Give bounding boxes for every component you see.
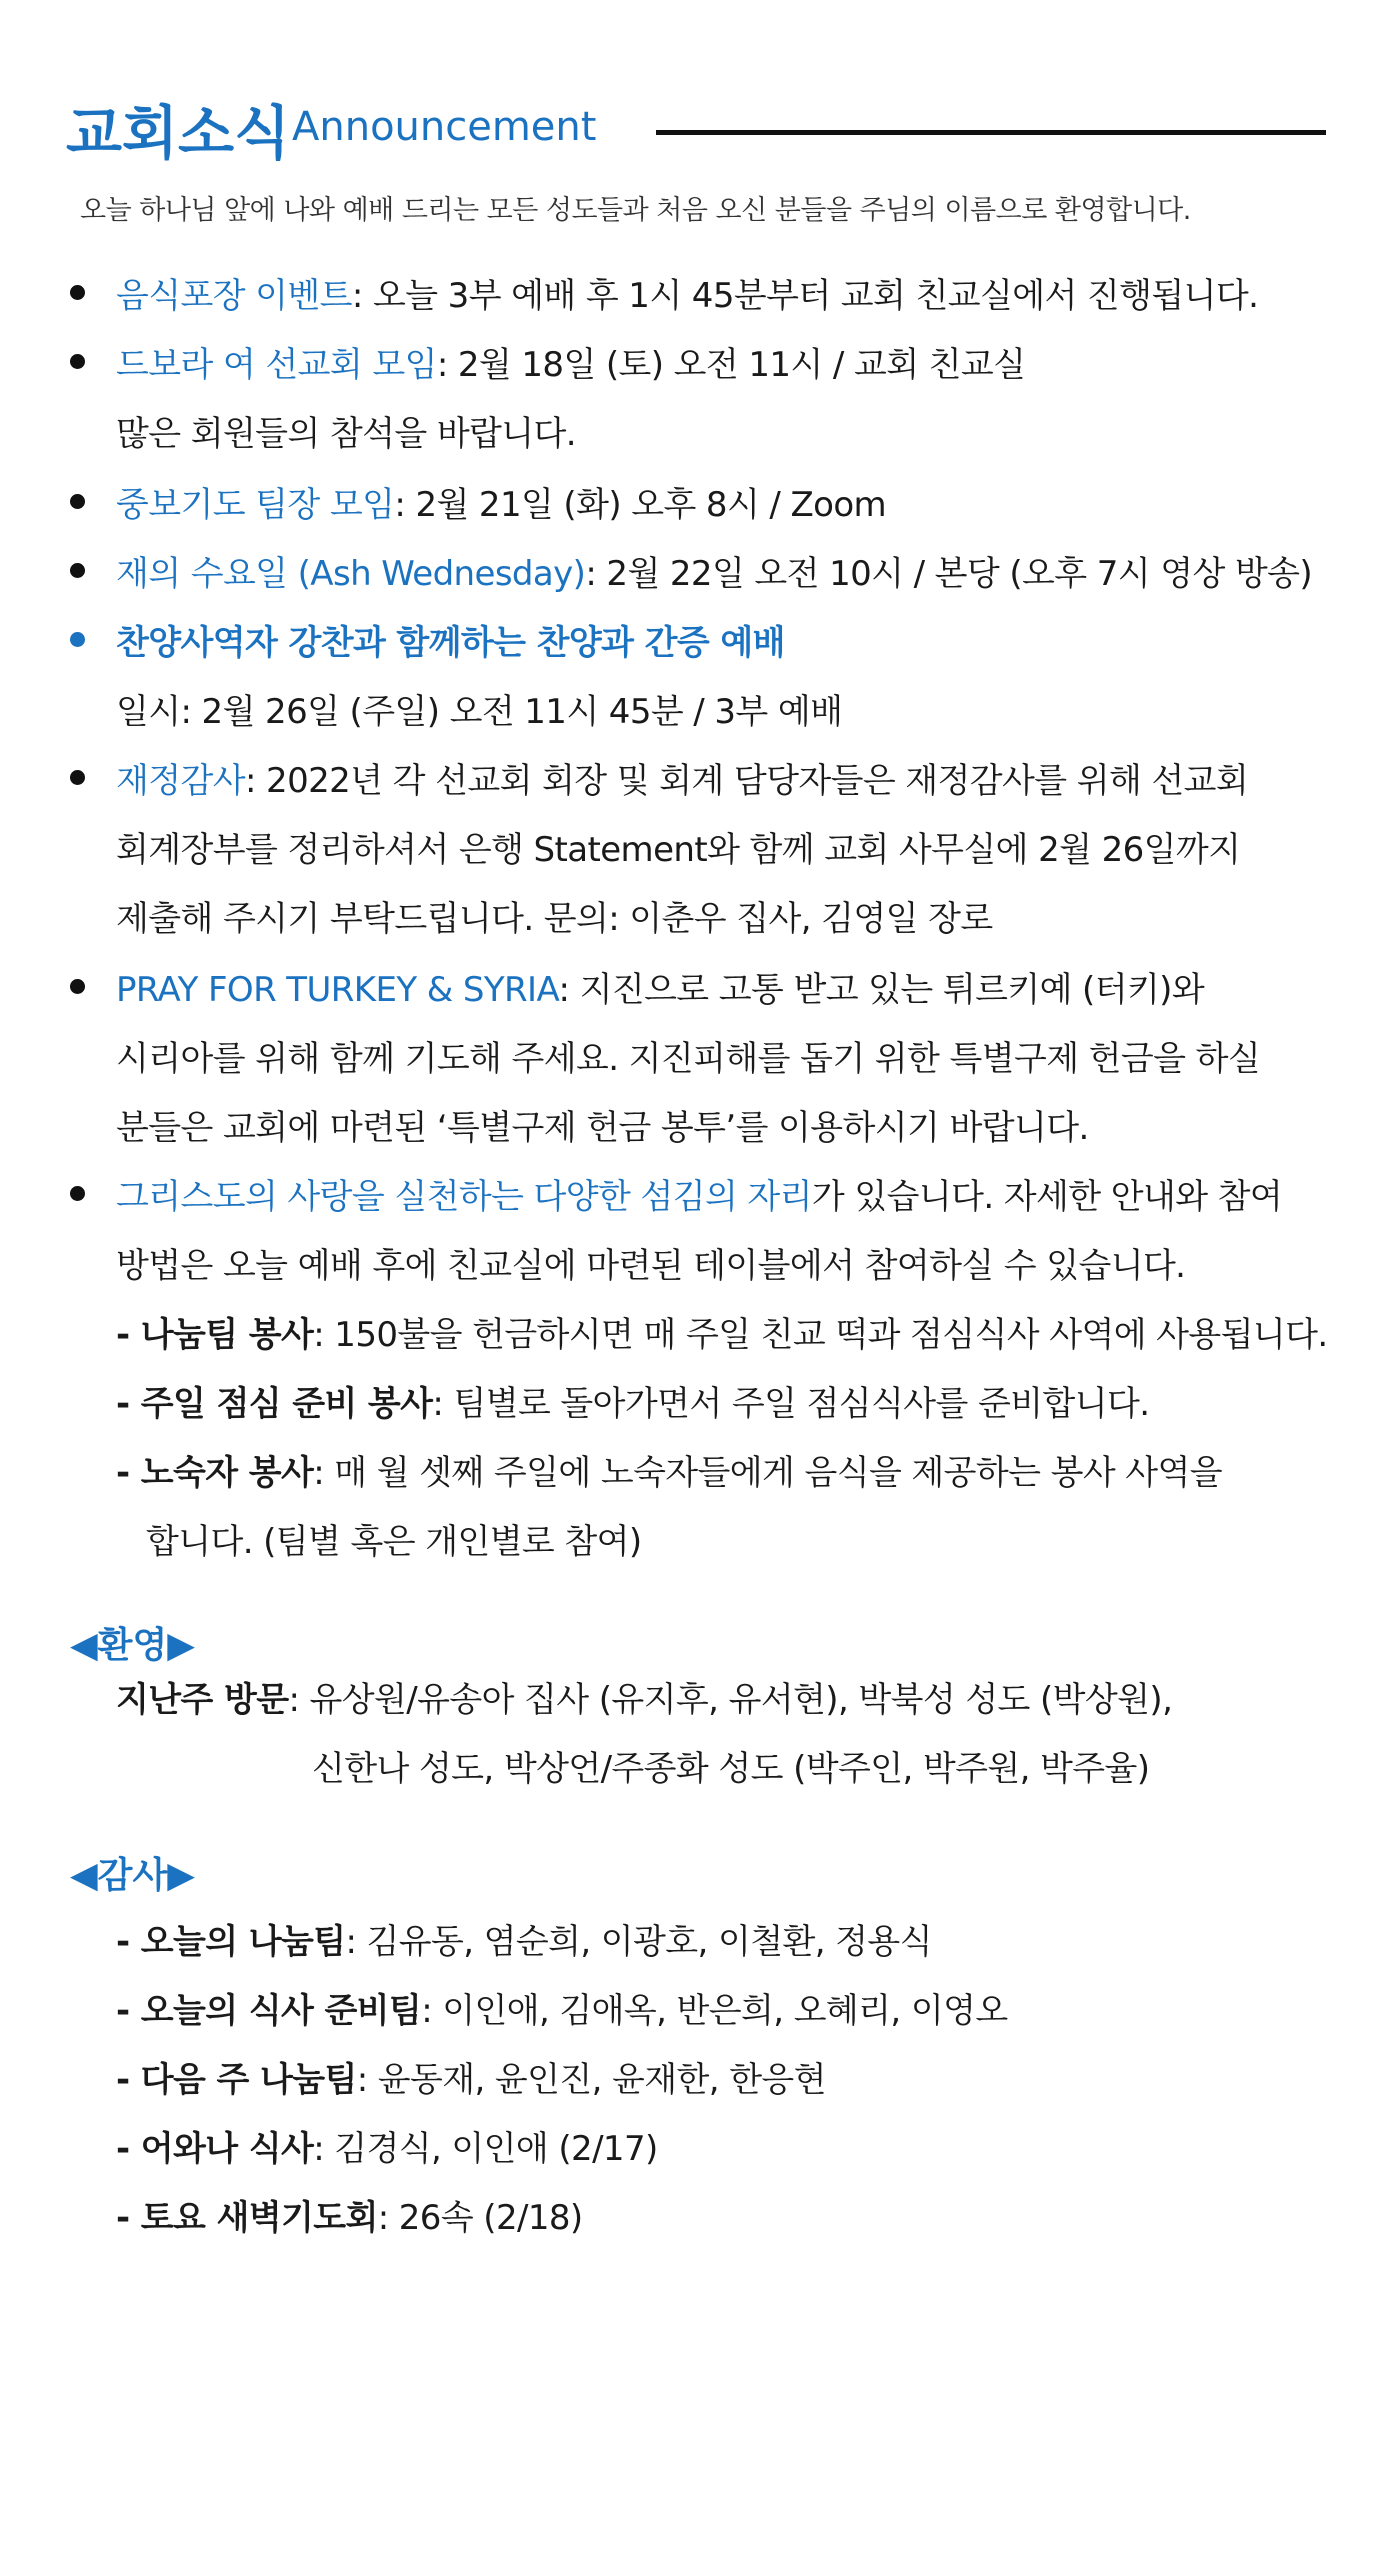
service-sub-homeless [116,1445,1222,1494]
sub-text: : 150불을 헌금하시면 매 주일 친교 떡과 점심식사 사역에 사용됩니다. [313,1315,1328,1355]
item-ash [116,546,1312,595]
thanks-text: : 26속 (2/18) [377,2198,583,2238]
item-audit-line3: 제출해 주시기 부탁드립니다. 문의: 이춘우 집사, 김영일 장로 [116,899,993,939]
item-turkey-line2: 시리아를 위해 함께 기도해 주세요. 지진피해를 돕기 위한 특별구제 헌금을 하실 [116,1039,1261,1079]
item-text: : 2월 18일 (토) 오전 11시 / 교회 친교실 [436,345,1026,385]
item-worship [116,615,785,664]
thanks-text: : 윤동재, 윤인진, 윤재한, 한응현 [356,2060,826,2100]
bullet-dot [70,285,85,300]
thanks-label: - 다음 주 나눔팀 [116,2060,357,2100]
item-audit [116,753,1248,802]
item-text: : 2월 21일 (화) 오후 8시 / Zoom [394,485,887,525]
service-sub-sharing [116,1307,1328,1356]
thanks-label: - 오늘의 식사 준비팀 [116,1991,422,2031]
item-text: : 2022년 각 선교회 회장 및 회계 담당자들은 재정감사를 위해 선교회 [244,761,1249,801]
welcome-label: 지난주 방문 [116,1680,289,1720]
item-prayer [116,477,886,526]
page-title: 교회소식 [66,99,291,167]
item-turkey-line3: 분들은 교회에 마련된 ‘특별구제 헌금 봉투’를 이용하시기 바랍니다. [116,1108,1089,1148]
bullet-dot [70,354,85,369]
item-title: PRAY FOR TURKEY & SYRIA [116,970,559,1010]
item-turkey [116,962,1204,1011]
sub-label: - 나눔팀 봉사 [116,1315,314,1355]
thanks-row [116,2121,658,2170]
header-divider [656,130,1326,135]
item-food [116,268,1258,317]
header [66,86,1326,166]
thanks-text: : 김유동, 염순희, 이광호, 이철환, 정용식 [345,1922,932,1962]
item-title: 드보라 여 선교회 모임 [116,345,437,385]
item-service-line2: 방법은 오늘 예배 후에 친교실에 마련된 테이블에서 참여하실 수 있습니다. [116,1246,1186,1286]
bullet-dot [70,563,85,578]
item-title: 그리스도의 사랑을 실천하는 다양한 섬김의 자리 [116,1177,812,1217]
welcome-visitors [116,1672,1172,1721]
thanks-row [116,1914,932,1963]
item-text: : 지진으로 고통 받고 있는 튀르키예 (터키)와 [558,970,1205,1010]
thanks-row [116,1983,1008,2032]
bullet-dot [70,632,85,647]
page-subtitle: Announcement [292,104,597,150]
sub-label: - 노숙자 봉사 [116,1453,314,1493]
thanks-text: : 이인애, 김애옥, 반은희, 오혜리, 이영오 [421,1991,1008,2031]
bullet-dot [70,979,85,994]
welcome-visitors-line2: 신한나 성도, 박상언/주종화 성도 (박주인, 박주원, 박주율) [312,1749,1150,1789]
bullet-dot [70,1186,85,1201]
thanks-label: - 오늘의 나눔팀 [116,1922,346,1962]
item-text: 가 있습니다. 자세한 안내와 참여 [811,1177,1283,1217]
welcome-text: : 유상원/유송아 집사 (유지후, 유서현), 박북성 성도 (박상원), [288,1680,1173,1720]
item-text: : 오늘 3부 예배 후 1시 45분부터 교회 친교실에서 진행됩니다. [351,276,1259,316]
thanks-text: : 김경식, 이인애 (2/17) [313,2129,658,2169]
thanks-row [116,2190,583,2239]
item-title: 음식포장 이벤트 [116,276,352,316]
thanks-heading: ◀감사▶ [70,1855,195,1896]
intro-text: 오늘 하나님 앞에 나와 예배 드리는 모든 성도들과 처음 오신 분들을 주님의 이름으로 환영합니다. [80,195,1191,226]
item-title: 중보기도 팀장 모임 [116,485,395,525]
item-service [116,1169,1282,1218]
item-audit-line2: 회계장부를 정리하셔서 은행 Statement와 함께 교회 사무실에 2월 26일까지 [116,830,1241,870]
welcome-heading: ◀환영▶ [70,1625,195,1666]
item-deborah-line2: 많은 회원들의 참석을 바랍니다. [116,414,577,454]
sub-text: : 팀별로 돌아가면서 주일 점심식사를 준비합니다. [432,1384,1150,1424]
item-text: : 2월 22일 오전 10시 / 본당 (오후 7시 영상 방송) [585,554,1313,594]
item-title: 재의 수요일 (Ash Wednesday) [116,554,586,594]
bullet-dot [70,494,85,509]
service-sub-lunch [116,1376,1149,1425]
item-title: 재정감사 [116,761,245,801]
thanks-label: - 어와나 식사 [116,2129,314,2169]
thanks-row [116,2052,826,2101]
sub-label: - 주일 점심 준비 봉사 [116,1384,433,1424]
bullet-dot [70,770,85,785]
item-worship-line2: 일시: 2월 26일 (주일) 오전 11시 45분 / 3부 예배 [116,692,843,732]
sub-text: : 매 월 셋째 주일에 노숙자들에게 음식을 제공하는 봉사 사역을 [313,1453,1223,1493]
item-deborah [116,337,1025,386]
thanks-label: - 토요 새벽기도회 [116,2198,378,2238]
item-title: 찬양사역자 강찬과 함께하는 찬양과 간증 예배 [116,623,785,663]
service-sub-homeless-line2: 합니다. (팀별 혹은 개인별로 참여) [146,1522,642,1562]
